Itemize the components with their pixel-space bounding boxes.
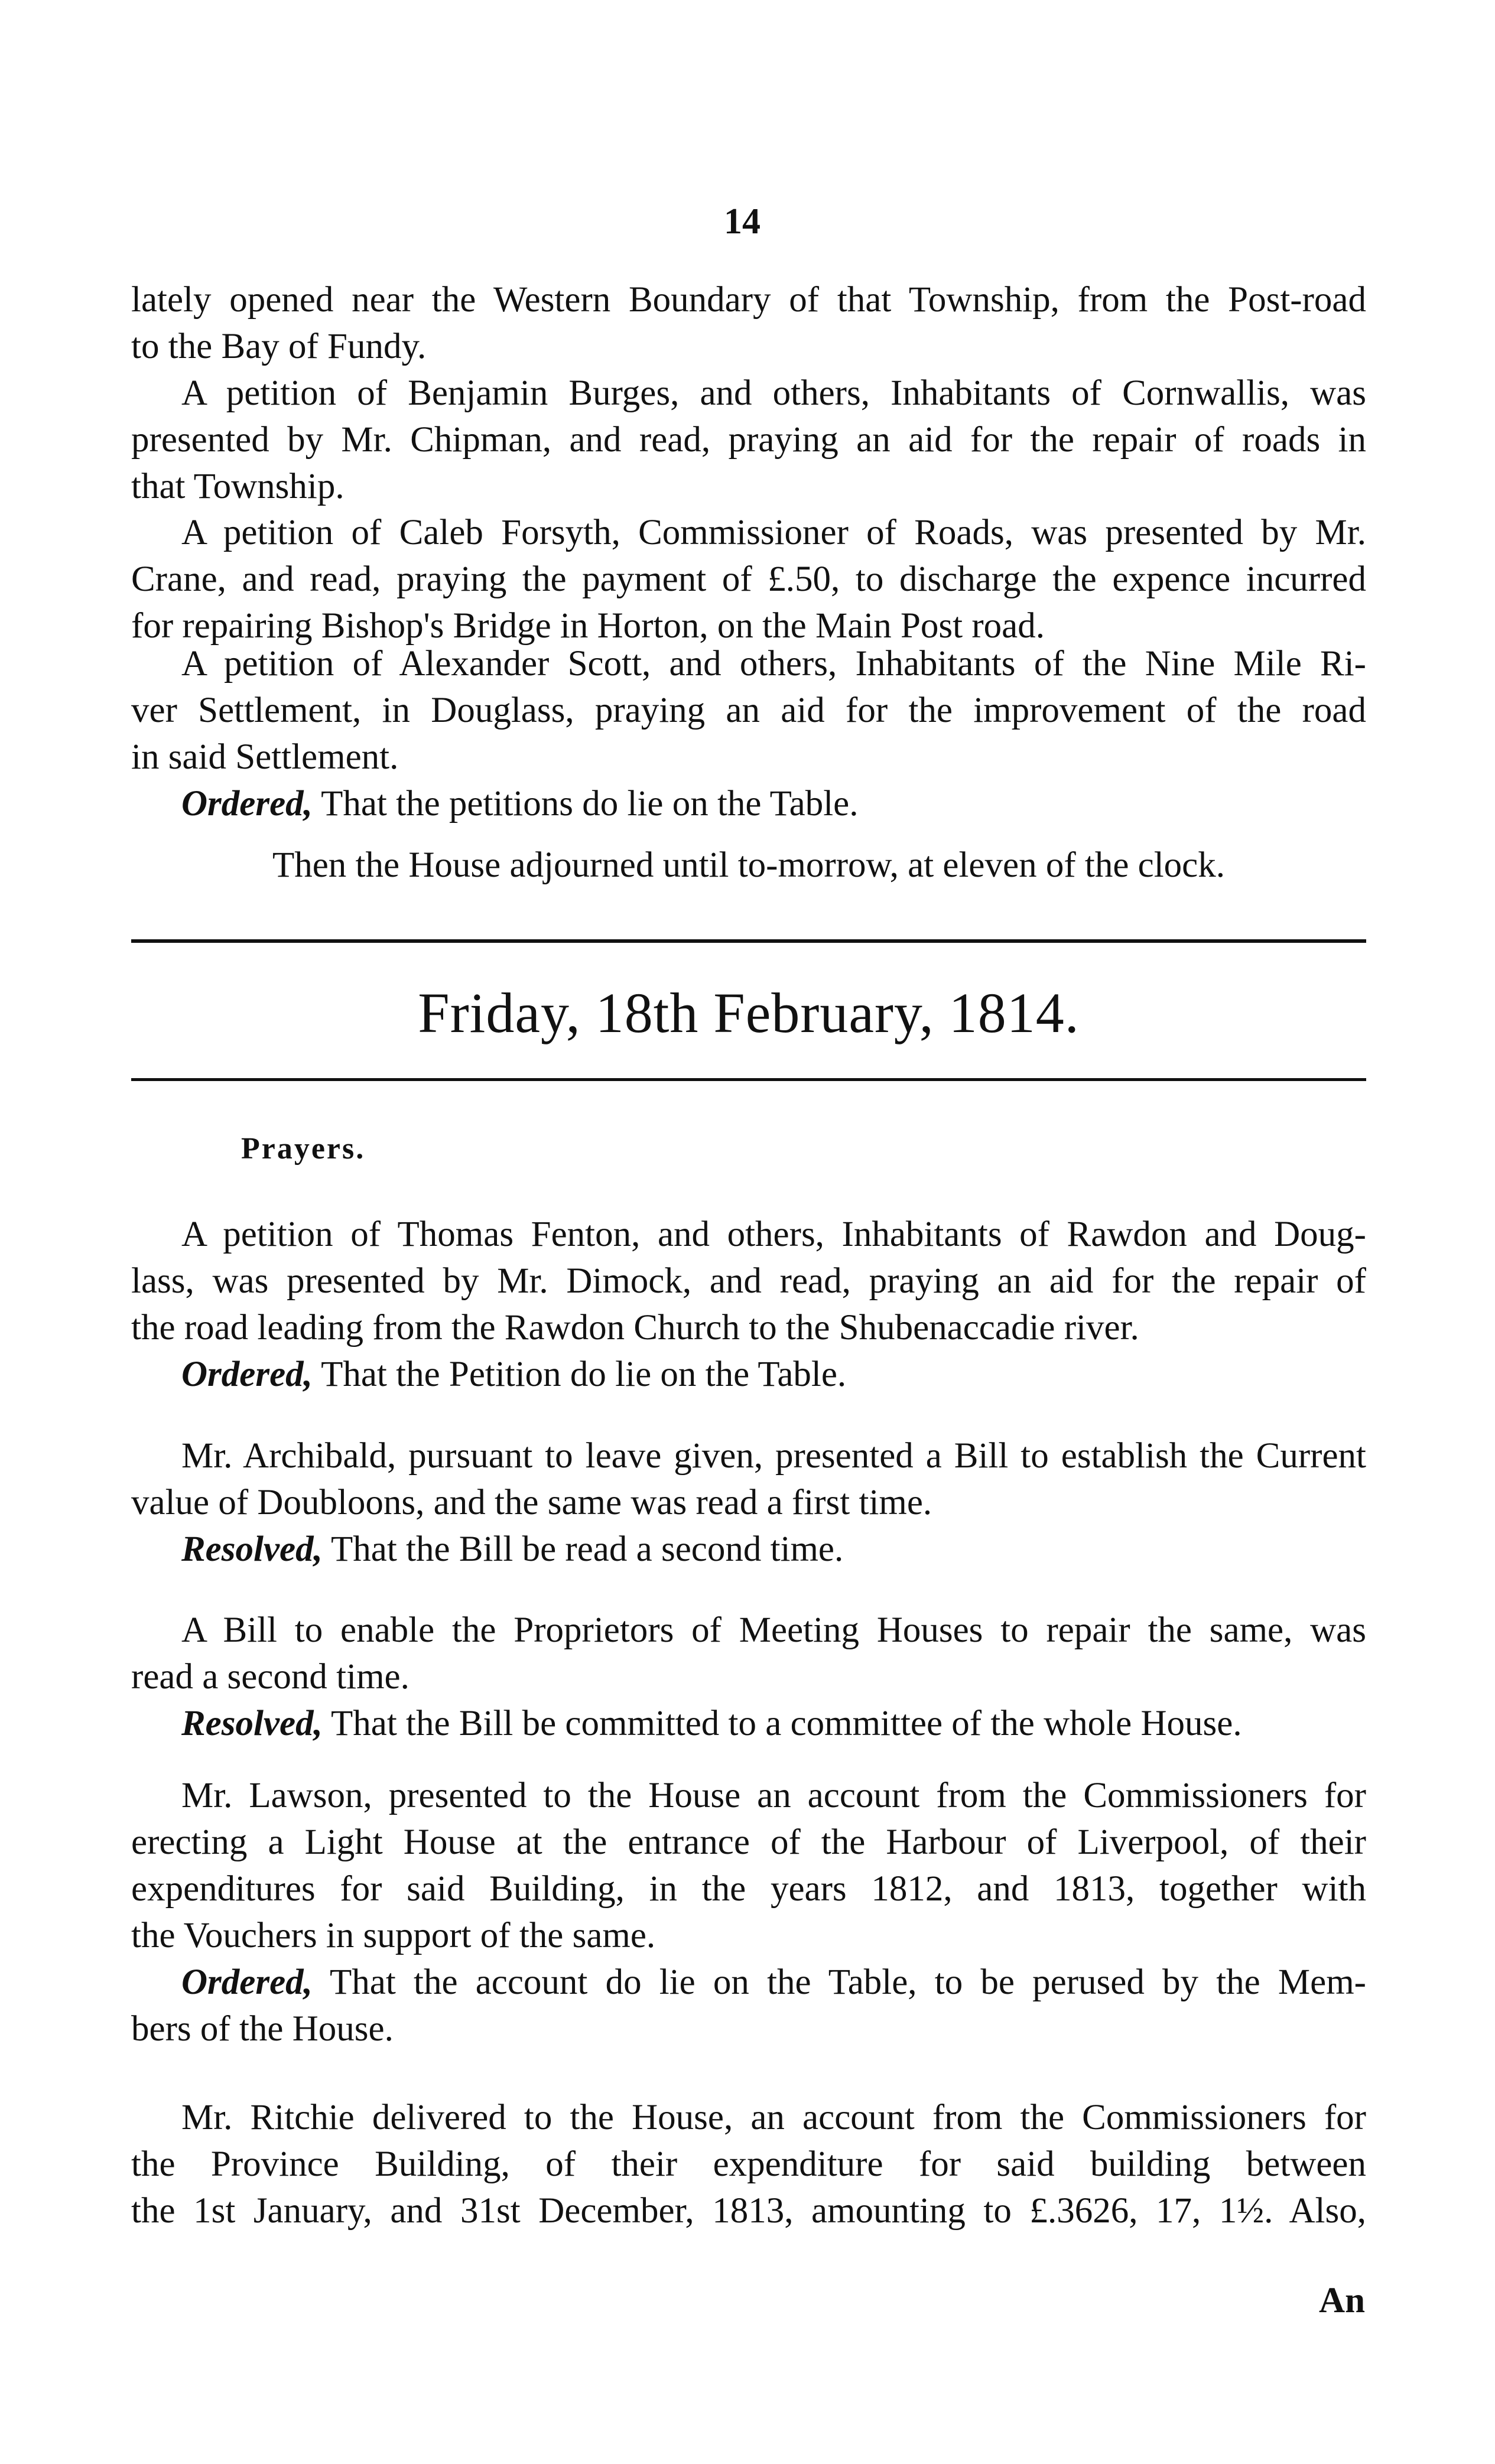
- order-label: Resolved,: [181, 1704, 323, 1743]
- petition-forsyth: [131, 509, 1366, 649]
- order-line: [131, 1526, 1366, 1573]
- text-line: that Township.: [131, 467, 344, 506]
- text-line: A petition of Caleb Forsyth, Commissioner of Roads, was presented by Mr.: [181, 513, 1366, 552]
- account-ritchie: [131, 2094, 1366, 2234]
- text-line: erecting a Light House at the entrance of the Harbour of Liverpool, of their: [131, 1822, 1366, 1862]
- order-label: Ordered,: [181, 784, 313, 823]
- order-line: [131, 1351, 1366, 1398]
- order-line: [131, 1700, 1366, 1747]
- petition-scott: [131, 640, 1366, 827]
- catchword: An: [1319, 2281, 1365, 2320]
- text-line: the 1st January, and 31st December, 1813, amounting to £.3626, 17, 1½. Also,: [131, 2191, 1366, 2231]
- text-line: Mr. Lawson, presented to the House an account from the Commissioners for: [181, 1776, 1366, 1815]
- order-text: That the account do lie on the Table, to be perused by the Mem-: [312, 1962, 1366, 2002]
- text-line: read a second time.: [131, 1657, 410, 1697]
- bill-archibald: [131, 1433, 1366, 1573]
- text-line: for repairing Bishop's Bridge in Horton, on the Main Post road.: [131, 606, 1045, 646]
- text-line: Mr. Ritchie delivered to the House, an account from the Commissioners for: [181, 2098, 1366, 2137]
- text-line: bers of the House.: [131, 2009, 394, 2049]
- text-line: lately opened near the Western Boundary of that Township, from the Post-road: [131, 280, 1366, 320]
- order-label: Ordered,: [181, 1355, 313, 1394]
- text-line: A Bill to enable the Proprietors of Meeting Houses to repair the same, was: [181, 1610, 1366, 1650]
- section-rule-bottom: [131, 1078, 1366, 1081]
- text-line: the Vouchers in support of the same.: [131, 1916, 656, 1955]
- text-line: A petition of Alexander Scott, and others, Inhabitants of the Nine Mile Ri-: [181, 644, 1366, 683]
- bill-meeting-houses: [131, 1607, 1366, 1747]
- order-text: That the Petition do lie on the Table.: [312, 1355, 847, 1394]
- opening-paragraph: [131, 276, 1366, 370]
- text-line: lass, was presented by Mr. Dimock, and read, praying an aid for the repair of: [131, 1261, 1366, 1301]
- text-line: A petition of Thomas Fenton, and others, Inhabitants of Rawdon and Doug-: [181, 1215, 1366, 1254]
- text-line: the Province Building, of their expenditure for said building between: [131, 2144, 1366, 2184]
- account-lawson: [131, 1772, 1366, 2052]
- text-line: presented by Mr. Chipman, and read, praying an aid for the repair of roads in: [131, 420, 1366, 460]
- text-line: A petition of Benjamin Burges, and others, Inhabitants of Cornwallis, was: [181, 373, 1366, 413]
- text-line: Mr. Archibald, pursuant to leave given, presented a Bill to establish the Current: [181, 1436, 1366, 1476]
- petition-burges: [131, 370, 1366, 510]
- order-line: [131, 1959, 1366, 2006]
- page-number: 14: [724, 201, 760, 242]
- text-line: ver Settlement, in Douglass, praying an aid for the improvement of the road: [131, 691, 1366, 730]
- order-text: That the petitions do lie on the Table.: [312, 784, 859, 823]
- adjournment-notice: [131, 842, 1366, 888]
- order-line: [131, 780, 1366, 827]
- text-line: in said Settlement.: [131, 737, 399, 777]
- order-text: That the Bill be committed to a committee of the whole House.: [322, 1704, 1242, 1743]
- section-rule-top: [131, 939, 1366, 943]
- order-label: Resolved,: [181, 1529, 323, 1569]
- petition-fenton: [131, 1211, 1366, 1398]
- text-line: value of Doubloons, and the same was read a first time.: [131, 1483, 932, 1522]
- text-line: expenditures for said Building, in the years 1812, and 1813, together with: [131, 1869, 1366, 1909]
- text-line: to the Bay of Fundy.: [131, 327, 427, 366]
- date-heading: Friday, 18th February, 1814.: [418, 981, 1080, 1044]
- order-text: That the Bill be read a second time.: [322, 1529, 844, 1569]
- text-line: Then the House adjourned until to-morrow, at eleven of the clock.: [272, 845, 1226, 885]
- prayers-heading: Prayers.: [241, 1132, 366, 1166]
- text-line: Crane, and read, praying the payment of £.50, to discharge the expence incurred: [131, 559, 1366, 599]
- order-label: Ordered,: [181, 1962, 313, 2002]
- text-line: the road leading from the Rawdon Church to the Shubenaccadie river.: [131, 1308, 1139, 1347]
